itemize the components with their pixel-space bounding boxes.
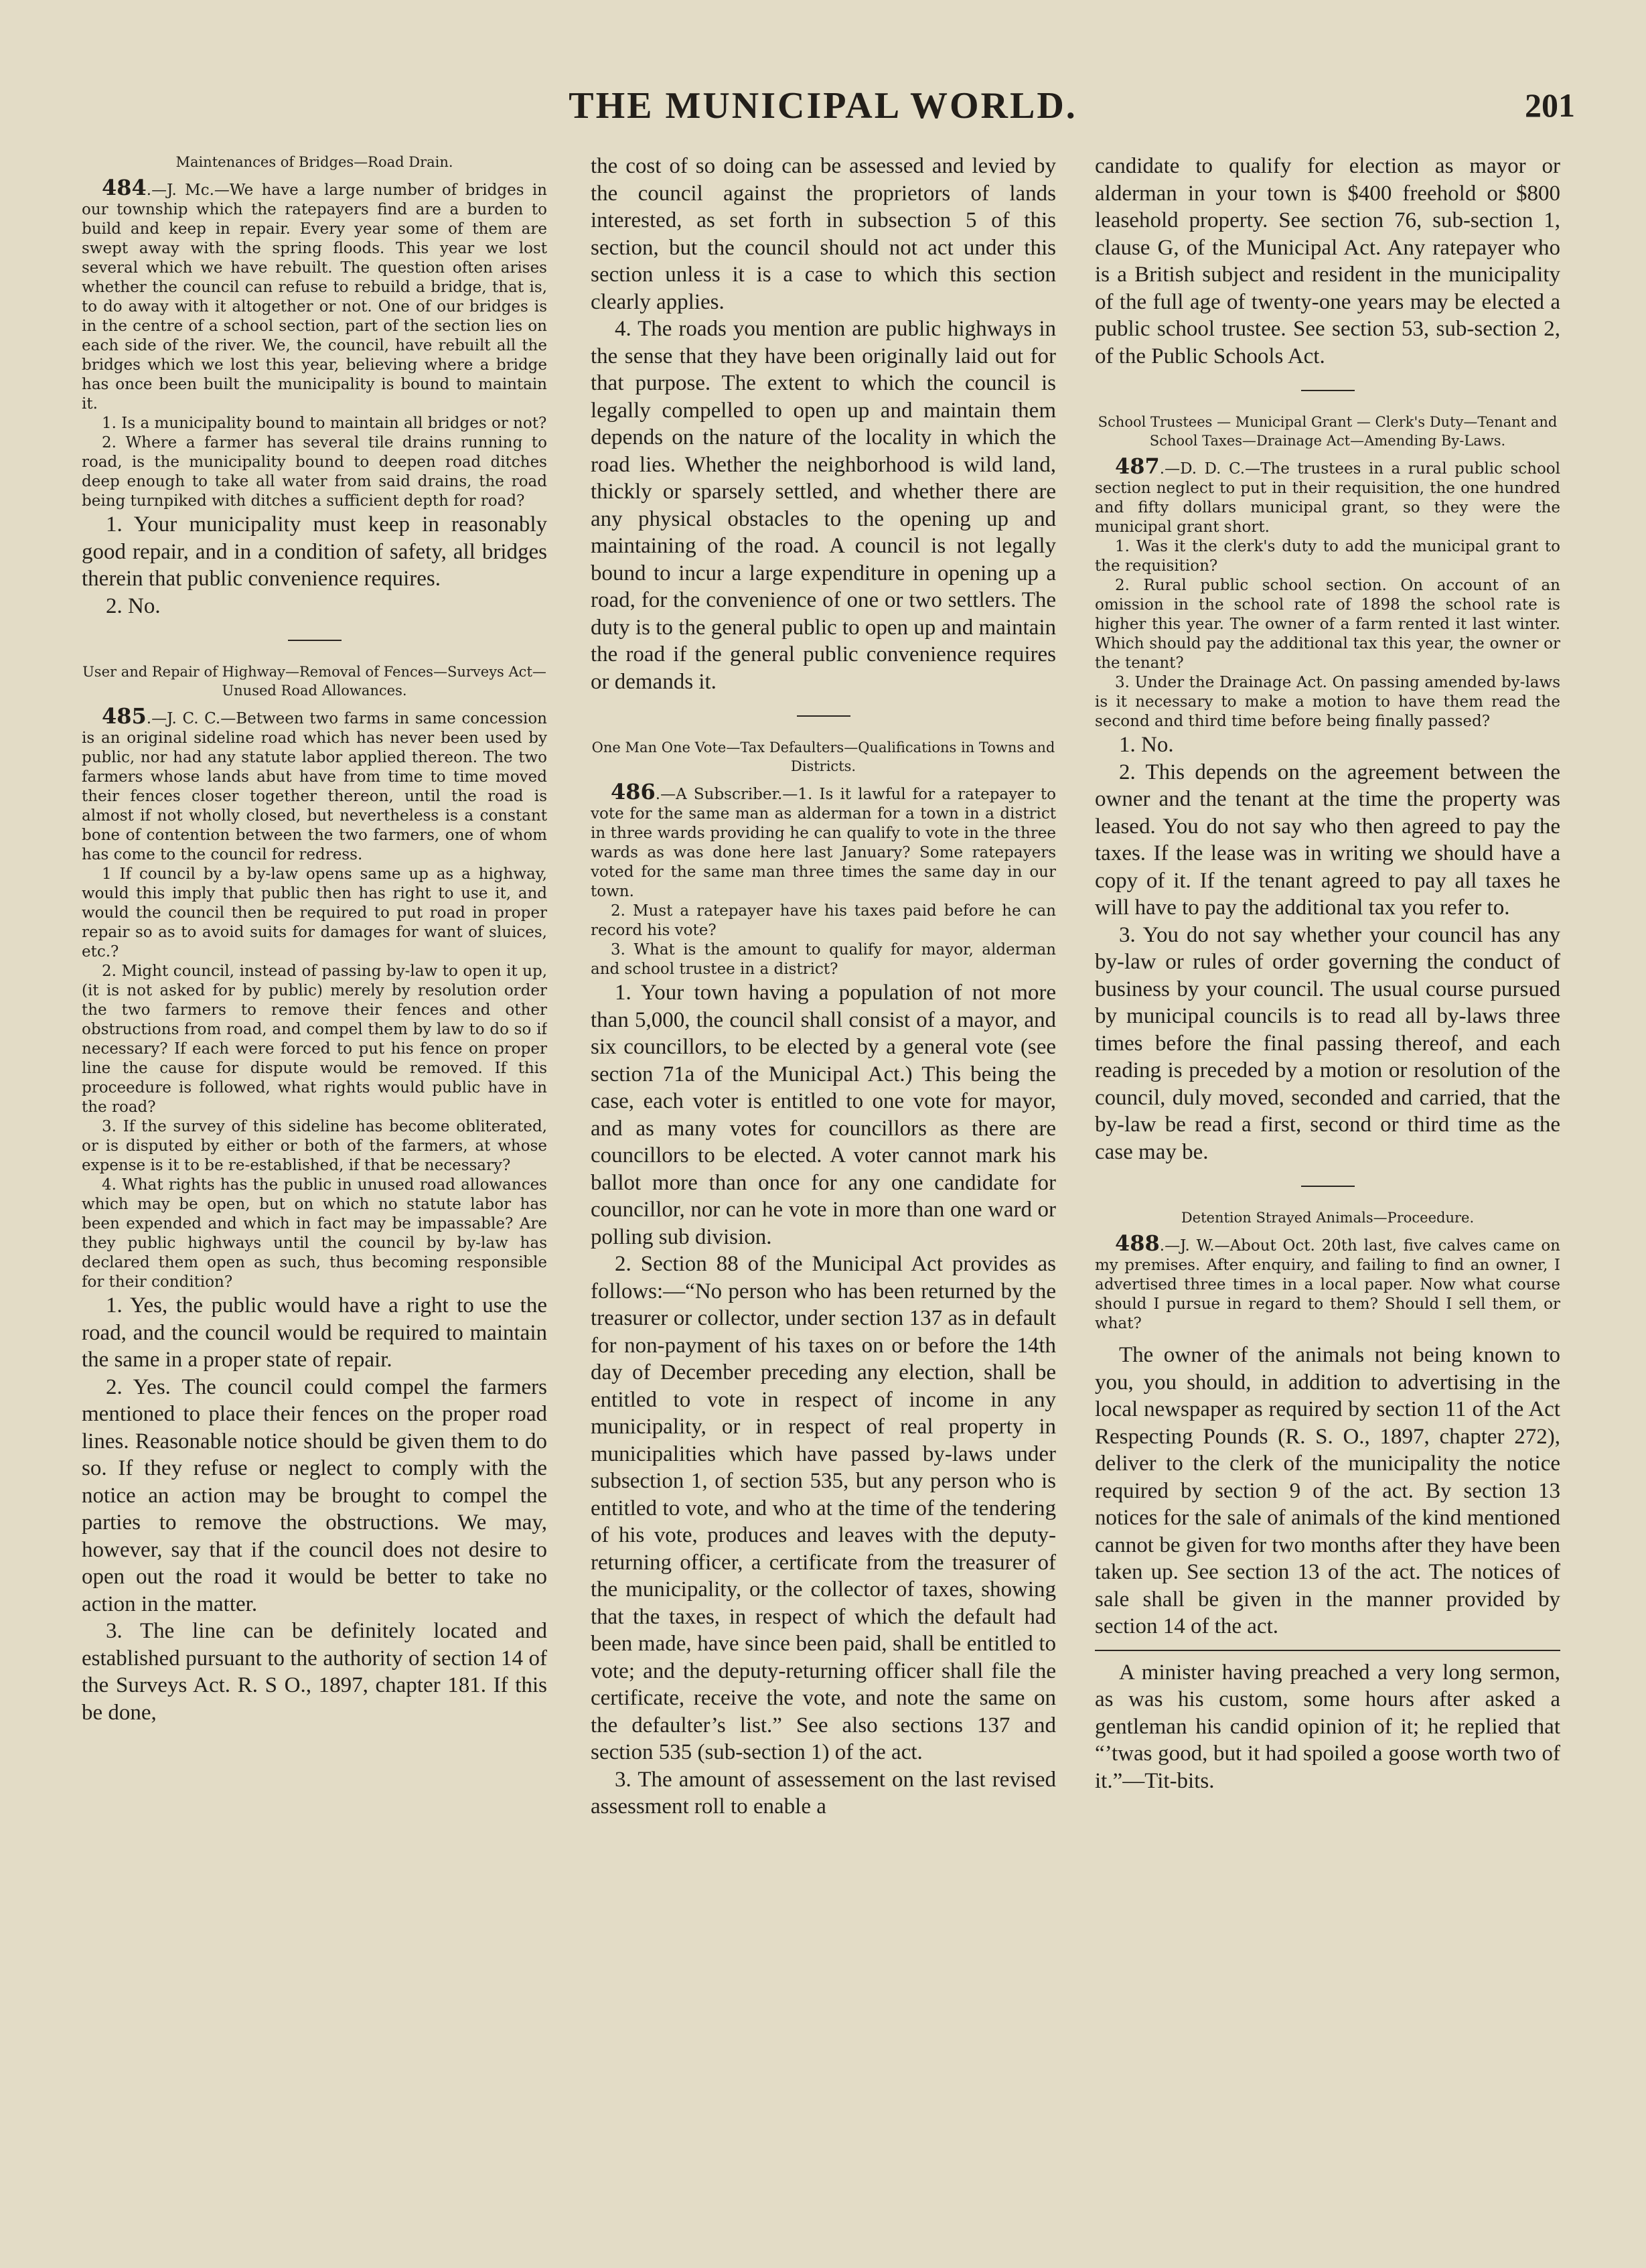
answer-487-part-3: 3. You do not say whether your council has any by-law or rules of order governing the conduct of business by your council. The usual course pursued by municipal councils is to read all by-laws three times before the final passing thereof, and each reading is preceded by a motion or resolution of the council, duly moved, seconded and carried, that the by-law be read a first, second or third time as the case may be. xyxy=(1095,922,1560,1164)
answer-487-part-2: 2. This depends on the agreement between the owner and the tenant at the time the property was leased. You do not say who then agreed to pay the taxes. If the lease was in writing we should have a copy of it. If the tenant agreed to pay all taxes he will have to pay the additional tax you refer to. xyxy=(1095,760,1560,920)
answer-485-part-1: 1. Yes, the public would have a right to use the road, and the council would be required to maintain the same in a proper state of repair. xyxy=(82,1293,547,1372)
question-488-text: .—J. W.—About Oct. 20th last, five calves came on my premises. After enquiry, and failing to find an owner, I advertised three times in a local paper. Now what course should I pursue in regard to them? Should I sell them, or what? xyxy=(1095,1237,1560,1332)
answer-486-part-3: 3. The amount of assessement on the last revised assessment roll to enable a xyxy=(591,1767,1056,1819)
question-number-486: 486 xyxy=(611,779,656,804)
question-485 xyxy=(82,703,547,865)
column-divider xyxy=(1095,1650,1560,1651)
section-heading-485: User and Repair of Highway—Removal of Fences—Surveys Act—Unused Road Allowances. xyxy=(82,664,546,699)
question-486 xyxy=(591,779,1056,902)
section-divider xyxy=(1301,1186,1355,1187)
question-485-text: .—J. C. C.—Between two farms in same concession is an original sideline road which has never been used by public, nor had any statute labor applied thereon. The two farmers whose lands abut have from time to time moved their fences closer together thereon, until the road is almost if not wholly closed, but nevertheless is a constant bone of contention between the two farmers, one of whom has come to the council for redress. xyxy=(82,710,547,863)
question-484-part-1: 1. Is a municipality bound to maintain all bridges or not? xyxy=(102,415,547,432)
section-divider xyxy=(797,715,850,717)
question-487-text: .—D. D. C.—The trustees in a rural public school section neglect to put in their requisition, the one hundred and fifty dollars municipal grant, so they were the municipal grant short. xyxy=(1095,460,1560,536)
question-number-485: 485 xyxy=(102,703,147,729)
question-485-part-3: 3. If the survey of this sideline has become obliterated, or is disputed by either or both of the farmers, at whose expense is it to be re-established, if that be necessary? xyxy=(82,1118,547,1174)
answer-485-part-4: 4. The roads you mention are public highways in the sense that they have been originally laid out for that purpose. The extent to which the council is legally compelled to open up and maintain them depends on the nature of the locality in which the road lies. Whether the neighborhood is wild land, thickly or sparsely settled, and whether there are any physical obstacles to the opening up and maintaining of the road. A council is not legally bound to incur a large expenditure in opening up a road, for the convenience of one or two settlers. The duty is to the general public to open up and maintain the road if the general public convenience requires or demands it. xyxy=(591,317,1056,694)
column-2 xyxy=(591,153,1056,2229)
answer-486-part-3-continued: candidate to qualify for election as mayor or alderman in your town is $400 freehold or $800 leasehold property. See section 76, sub-section 1, clause G, of the Municipal Act. Any ratepayer who is a British subject and resident in the municipality of the full age of twenty-one years may be elected a public school trustee. See section 53, sub-section 2, of the Public Schools Act. xyxy=(1095,154,1560,368)
answer-488: The owner of the animals not being known to you, you should, in addition to advertising in the local newspaper as required by section 11 of the Act Respecting Pounds (R. S. O., 1897, chapter 272), deliver to the clerk of the municipality the notice required by section 9 of the act. By section 13 notices for the sale of animals of the kind mentioned cannot be given for two months after they have been taken up. See section 13 of the act. The notices of sale shall be given in the manner provided by section 14 of the act. xyxy=(1095,1343,1560,1638)
question-487-part-2: 2. Rural public school section. On account of an omission in the school rate of 1898 the school rate is higher this year. The owner of a farm rented it last winter. Which should pay the additional tax this year, the owner or the tenant? xyxy=(1095,577,1560,672)
section-heading-487: School Trustees — Municipal Grant — Clerk's Duty—Tenant and School Taxes—Drainage Act—Amending By-Laws. xyxy=(1098,414,1558,449)
answer-486-part-1: 1. Your town having a population of not more than 5,000, the council shall consist of a mayor, and six councillors, to be elected by a general vote (see section 71a of the Municipal Act.) This being the case, each voter is entitled to one vote for mayor, and as many votes for councillors as there are councillors to be elected. A voter cannot mark his ballot more than once for any one candidate for councillor, nor can he vote in more than one ward or polling sub division. xyxy=(591,981,1056,1249)
question-486-part-2: 2. Must a ratepayer have his taxes paid before he can record his vote? xyxy=(591,902,1056,939)
section-heading-488: Detention Strayed Animals—Proceedure. xyxy=(1181,1210,1475,1226)
question-487-part-3: 3. Under the Drainage Act. On passing amended by-laws is it necessary to make a motion to have them read the second and third time before being finally passed? xyxy=(1095,674,1560,730)
question-487 xyxy=(1095,453,1560,537)
page-number: 201 xyxy=(1525,86,1575,124)
question-488 xyxy=(1095,1230,1560,1334)
question-485-part-4: 4. What rights has the public in unused road allowances which may be open, but on which no statute labor has been expended and which in fact may be impassable? Are they public highways until the council by by-law has declared them open as such, thus becoming responsible for their condition? xyxy=(82,1176,547,1291)
question-number-484: 484 xyxy=(102,175,147,200)
section-heading-486: One Man One Vote—Tax Defaulters—Qualifications in Towns and Districts. xyxy=(591,739,1055,774)
question-number-487: 487 xyxy=(1115,453,1160,479)
masthead-title: THE MUNICIPAL WORLD. xyxy=(569,85,1077,127)
answer-486-part-2: 2. Section 88 of the Municipal Act provides as follows:—“No person who has been returned by the treasurer or collector, under section 137 as in default for non-payment of his taxes on or before the 14th day of December preceding any election, shall be entitled to vote in respect of income in any municipality, or in respect of real property in municipalities which have passed by-laws under subsection 1, of section 535, but any person who is entitled to vote, and who at the time of the tendering of his vote, produces and leaves with the deputy-returning officer, a certificate from the treasurer of the municipality, or the collector of taxes, showing that the taxes, in respect of which the default had been made, have since been paid, shall be entitled to vote; and the deputy-returning officer shall file the certificate, receive the vote, and note the same on the defaulter’s list.” See also sections 137 and section 535 (sub-section 1) of the act. xyxy=(591,1252,1056,1764)
column-3 xyxy=(1095,153,1560,2229)
section-divider xyxy=(1301,390,1355,391)
question-484-text: .—J. Mc.—We have a large number of bridges in our township which the ratepayers find are a burden to build and keep in repair. Every year some of them are swept away with the spring floods. This year we lost several which we have rebuilt. The question often arises whether the council can refuse to rebuild a bridge, that is, to do away with it altogether or not. One of our bridges is in the centre of a school section, part of the section lies on each side of the river. We, the council, have rebuilt all the bridges which we lost this year, believing where a bridge has once been built the municipality is bound to maintain it. xyxy=(82,182,547,413)
section-divider xyxy=(288,640,342,641)
page-header xyxy=(0,79,1646,139)
column-1 xyxy=(82,153,547,2229)
question-485-part-1: 1 If council by a by-law opens same up as a highway, would this imply that public then has right to use it, and would the council then be required to put road in proper repair so as to avoid suits for damages for want of sluices, etc.? xyxy=(82,865,547,961)
answer-487-part-1: 1. No. xyxy=(1119,733,1174,757)
question-486-part-3: 3. What is the amount to qualify for mayor, alderman and school trustee in a district? xyxy=(591,941,1056,978)
question-number-488: 488 xyxy=(1115,1230,1160,1256)
question-484-part-2: 2. Where a farmer has several tile drains running to road, is the municipality bound to deepen road ditches deep enough to take all water from said drains, the road being turnpiked with ditches a sufficient depth for road? xyxy=(82,434,547,510)
answer-484-part-2: 2. No. xyxy=(106,593,161,618)
spacer xyxy=(1095,1334,1560,1342)
question-484 xyxy=(82,175,547,414)
question-485-part-2: 2. Might council, instead of passing by-law to open it up, (it is not asked for by public) merely by resolution order the two farmers to remove their fences and other obstructions from road, and compel them by law to do so if necessary? If each were forced to put his fence on proper line the cause for dispute would be removed. If this proceedure is followed, what rights would public have in the road? xyxy=(82,963,547,1116)
answer-484-part-1: 1. Your municipality must keep in reasonably good repair, and in a condition of safety, all bridges therein that public convenience requires. xyxy=(82,512,547,591)
answer-485-part-3-continued: the cost of so doing can be assessed and levied by the council against the proprietors of lands interested, as set forth in subsection 5 of this section, but the council should not act under this section unless it is a case to which this section clearly applies. xyxy=(591,154,1056,314)
answer-485-part-3: 3. The line can be definitely located and established pursuant to the authority of section 14 of the Surveys Act. R. S O., 1897, chapter 181. If this be done, xyxy=(82,1619,547,1725)
anecdote: A minister having preached a very long sermon, as was his custom, some hours after asked a gentleman his candid opinion of it; he replied that “’twas good, but it had spoiled a goose worth two of it.”—Tit-bits. xyxy=(1095,1660,1560,1793)
section-heading-484: Maintenances of Bridges—Road Drain. xyxy=(175,154,453,170)
answer-485-part-2: 2. Yes. The council could compel the farmers mentioned to place their fences on the proper road lines. Reasonable notice should be given them to do so. If they refuse or neglect to comply with the notice an action may be brought to compel the parties to remove the obstructions. We may, however, say that if the council does not desire to open out the road it would be better to take no action in the matter. xyxy=(82,1374,547,1616)
question-487-part-1: 1. Was it the clerk's duty to add the municipal grant to the requisition? xyxy=(1095,538,1560,575)
question-486-text: .—A Subscriber.—1. Is it lawful for a ratepayer to vote for the same man as alderman for a town in a district in three wards providing he can qualify to vote in the three wards as was done here last January? Some ratepayers voted for the same man three times the same day in our town. xyxy=(591,786,1056,900)
